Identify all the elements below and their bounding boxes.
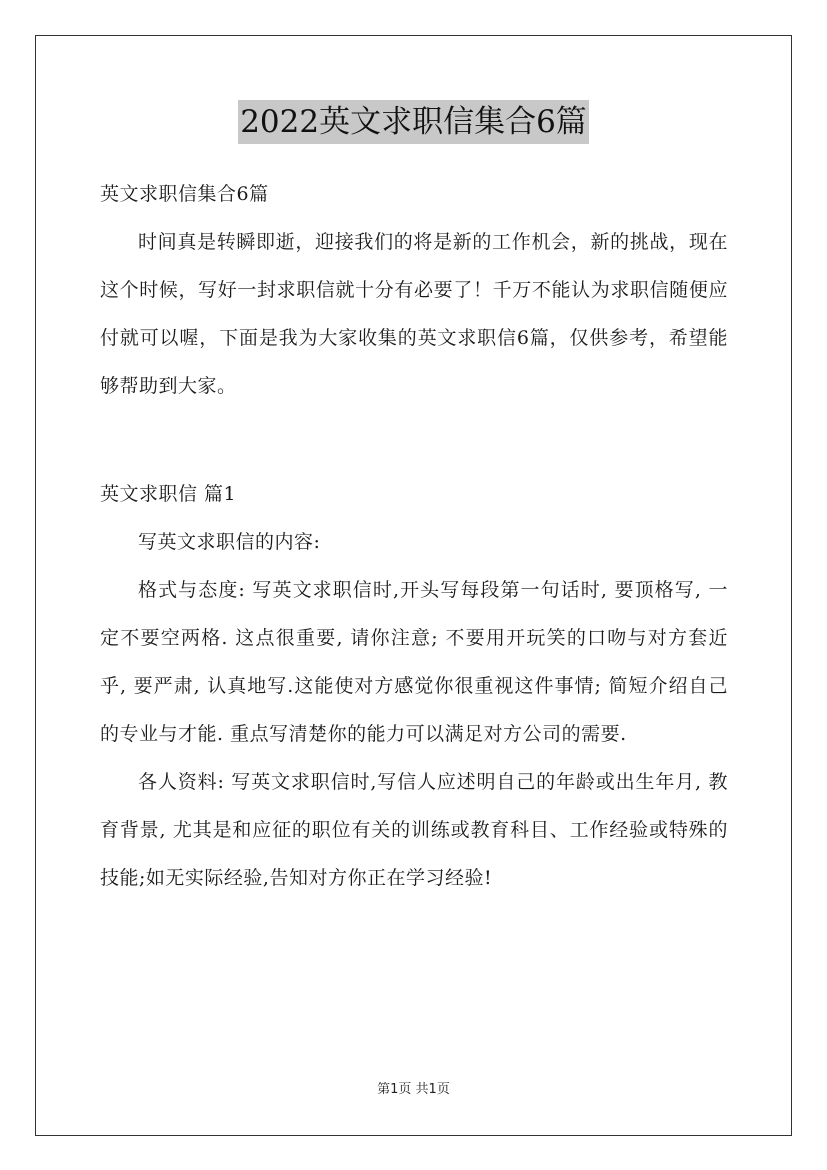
document-body bbox=[100, 170, 728, 902]
section-paragraph-content-intro: 写英文求职信的内容: bbox=[138, 531, 321, 553]
section-heading: 英文求职信 篇1 bbox=[100, 483, 237, 505]
document-title: 2022英文求职信集合6篇 bbox=[238, 100, 589, 144]
section-paragraph-personal-info: 各人资料: 写英文求职信时,写信人应述明自己的年龄或出生年月, 教育背景, 尤其是和应征的职位有关的训练或教育科目、工作经验或特殊的技能;如无实际经验,告知对方你正在学习经验! bbox=[100, 771, 728, 889]
section-paragraph-format: 格式与态度: 写英文求职信时,开头写每段第一句话时, 要顶格写, 一定不要空两格. 这点很重要, 请你注意; 不要用开玩笑的口吻与对方套近乎, 要严肃, 认真地写.这能使对方感觉你很重视这件事情; 简短介绍自己的专业与才能. 重点写清楚你的能力可以满足对方公司的需要. bbox=[100, 579, 728, 745]
title-container bbox=[0, 100, 827, 144]
intro-paragraph: 时间真是转瞬即逝，迎接我们的将是新的工作机会，新的挑战，现在这个时候，写好一封求职信就十分有必要了！千万不能认为求职信随便应付就可以喔，下面是我为大家收集的英文求职信6篇，仅供参考，希望能够帮助到大家。 bbox=[100, 231, 728, 397]
document-subtitle: 英文求职信集合6篇 bbox=[100, 183, 269, 205]
page-footer: 第1页 共1页 bbox=[377, 1082, 450, 1097]
section-spacer bbox=[100, 410, 728, 470]
